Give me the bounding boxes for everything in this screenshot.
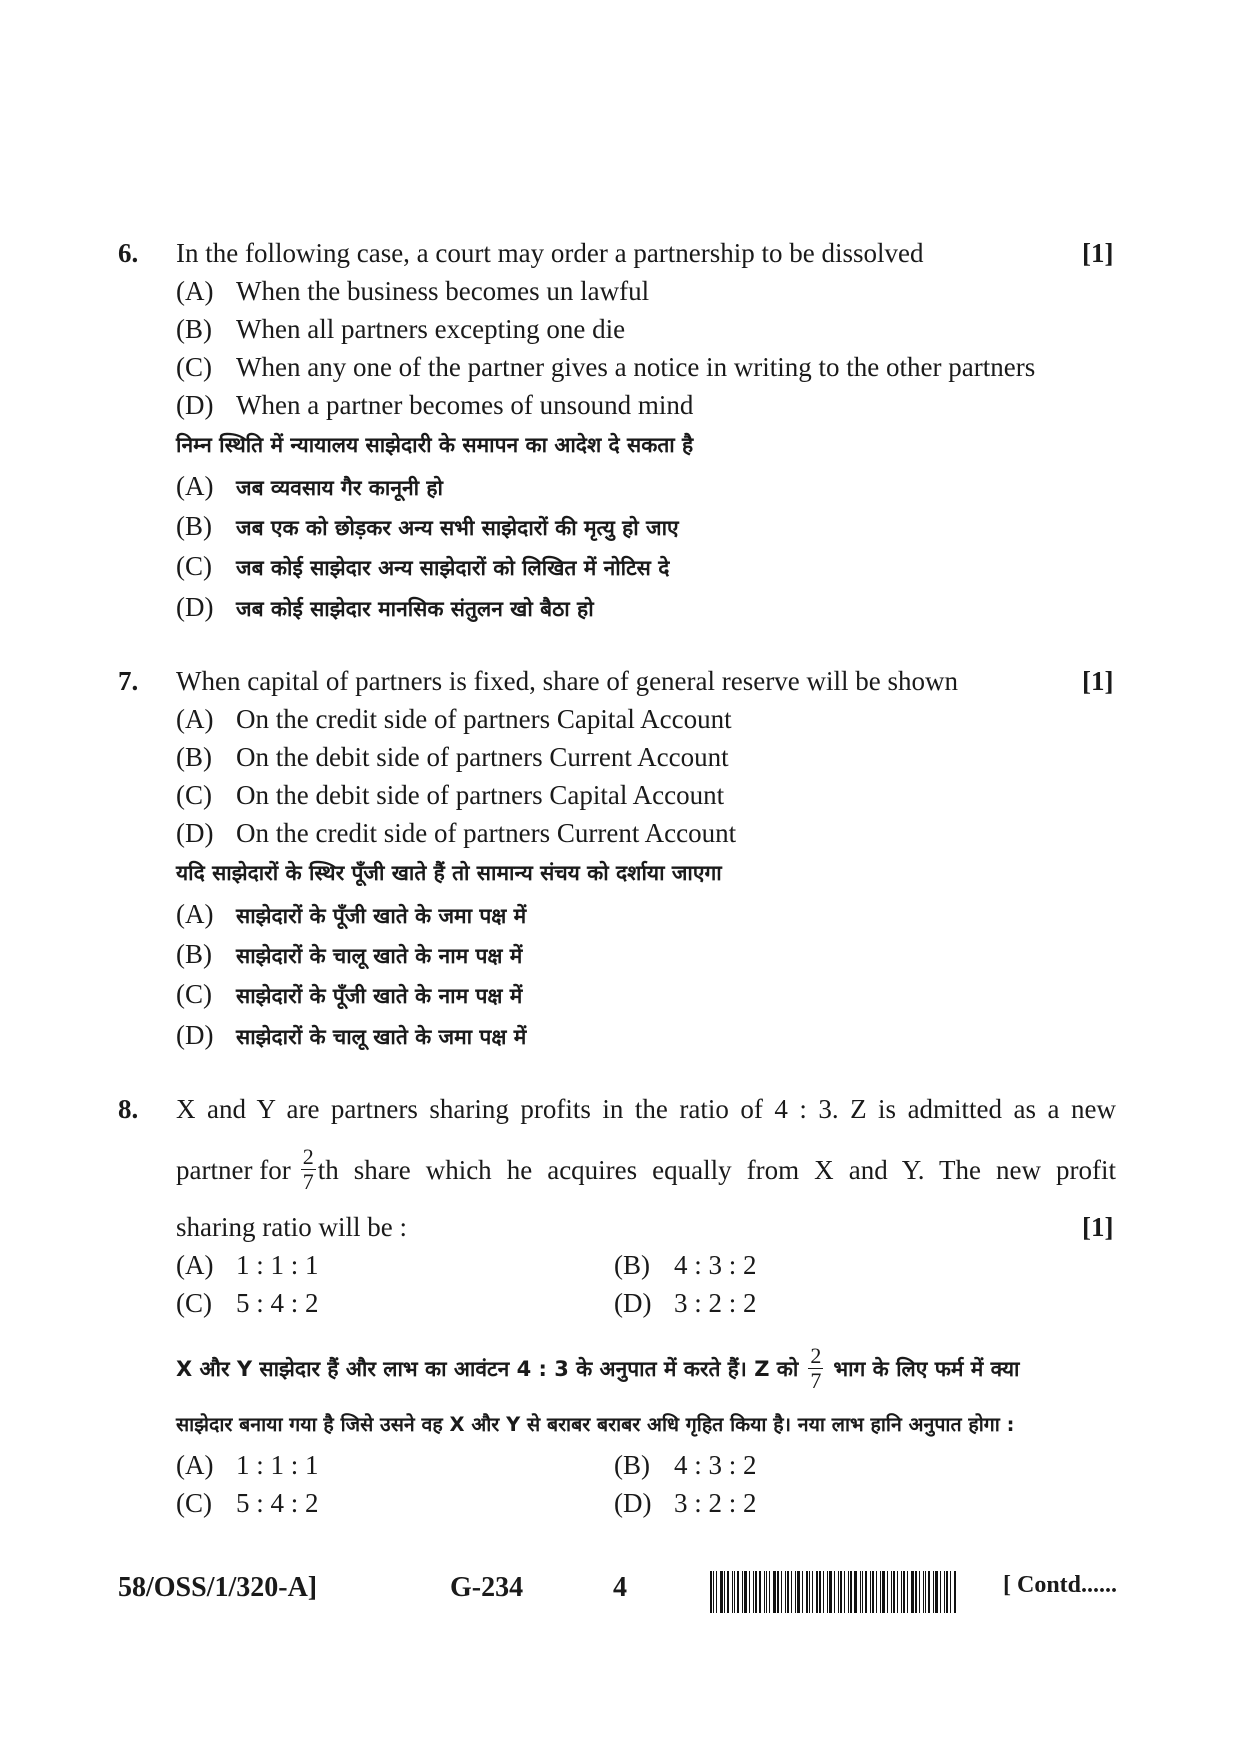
- q8-option-d: (D) 3 : 2 : 2: [614, 1288, 757, 1318]
- q8-hindi-option-c: (C) 5 : 4 : 2: [176, 1488, 319, 1518]
- q8-marks: [1]: [1082, 1212, 1114, 1242]
- q6-hindi-option-b: (B) जब एक को छोड़कर अन्य सभी साझेदारों की मृत्यु हो जाए: [176, 511, 679, 541]
- q7-hindi-question: यदि साझेदारों के स्थिर पूँजी खाते हैं तो सामान्य संचय को दर्शाया जाएगा: [176, 861, 722, 885]
- q6-option-d: (D) When a partner becomes of unsound mind: [176, 390, 694, 420]
- q8-option-b: (B) 4 : 3 : 2: [614, 1250, 757, 1280]
- q7-hindi-option-d: (D) साझेदारों के चालू खाते के जमा पक्ष में: [176, 1020, 527, 1050]
- q7-option-a: (A) On the credit side of partners Capital Account: [176, 704, 732, 734]
- q8-number: 8.: [118, 1094, 139, 1124]
- q8-line-2: partner for $\frac{2}{7}$ th share which he acquires equally from X and Y. The new profit: [176, 1144, 1116, 1194]
- barcode-icon: [710, 1571, 980, 1613]
- q8-line-3: sharing ratio will be :: [176, 1212, 407, 1242]
- q7-option-d: (D) On the credit side of partners Current Account: [176, 818, 737, 848]
- q7-hindi-option-b: (B) साझेदारों के चालू खाते के नाम पक्ष में: [176, 939, 523, 969]
- q7-option-c: (C) On the debit side of partners Capital Account: [176, 780, 725, 810]
- q7-hindi-option-c: (C) साझेदारों के पूँजी खाते के नाम पक्ष में: [176, 979, 523, 1009]
- footer-series: G-234: [450, 1572, 524, 1603]
- q6-option-a: (A) When the business becomes un lawful: [176, 276, 650, 306]
- q7-marks: [1]: [1082, 666, 1114, 696]
- q7-number: 7.: [118, 666, 139, 696]
- q8-line-1: X and Y are partners sharing profits in the ratio of 4 : 3. Z is admitted as a new: [176, 1094, 1116, 1124]
- footer-paper-code: 58/OSS/1/320-A]: [118, 1572, 318, 1603]
- q8-hindi-line-1: X और Y साझेदार हैं और लाभ का आवंटन 4 : 3 के अनुपात में करते हैं। Z को $\frac{2}{7}$ भाग के लिए फर्म में क्या: [176, 1343, 1020, 1393]
- q7-hindi-option-a: (A) साझेदारों के पूँजी खाते के जमा पक्ष में: [176, 899, 527, 929]
- q6-hindi-question: निम्न स्थिति में न्यायालय साझेदारी के समापन का आदेश दे सकता है: [176, 433, 694, 457]
- footer-contd: [ Contd......: [1003, 1572, 1118, 1598]
- q6-hindi-option-d: (D) जब कोई साझेदार मानसिक संतुलन खो बैठा हो: [176, 592, 594, 622]
- q8-hindi-option-b: (B) 4 : 3 : 2: [614, 1450, 757, 1480]
- footer-page-number: 4: [613, 1572, 627, 1603]
- q6-marks: [1]: [1082, 238, 1114, 268]
- q8-option-a: (A) 1 : 1 : 1: [176, 1250, 319, 1280]
- q7-question: When capital of partners is fixed, share of general reserve will be shown: [176, 666, 958, 696]
- q8-hindi-fraction: $\frac{2}{7}$: [810, 1343, 822, 1393]
- q8-hindi-line-2: साझेदार बनाया गया है जिसे उसने वह X और Y से बराबर बराबर अधि गृहित किया है। नया लाभ हानि अनुपात होगा :: [176, 1413, 1015, 1436]
- q6-question: In the following case, a court may order a partnership to be dissolved: [176, 238, 924, 268]
- q6-option-b: (B) When all partners excepting one die: [176, 314, 626, 344]
- q6-hindi-option-a: (A) जब व्यवसाय गैर कानूनी हो: [176, 471, 443, 501]
- q6-hindi-option-c: (C) जब कोई साझेदार अन्य साझेदारों को लिखित में नोटिस दे: [176, 551, 670, 581]
- q6-option-c: (C) When any one of the partner gives a notice in writing to the other partners: [176, 352, 1036, 382]
- q8-hindi-option-a: (A) 1 : 1 : 1: [176, 1450, 319, 1480]
- q8-option-c: (C) 5 : 4 : 2: [176, 1288, 319, 1318]
- q6-number: 6.: [118, 238, 139, 268]
- q8-fraction: $\frac{2}{7}$: [302, 1144, 314, 1194]
- q7-option-b: (B) On the debit side of partners Current Account: [176, 742, 729, 772]
- q8-hindi-option-d: (D) 3 : 2 : 2: [614, 1488, 757, 1518]
